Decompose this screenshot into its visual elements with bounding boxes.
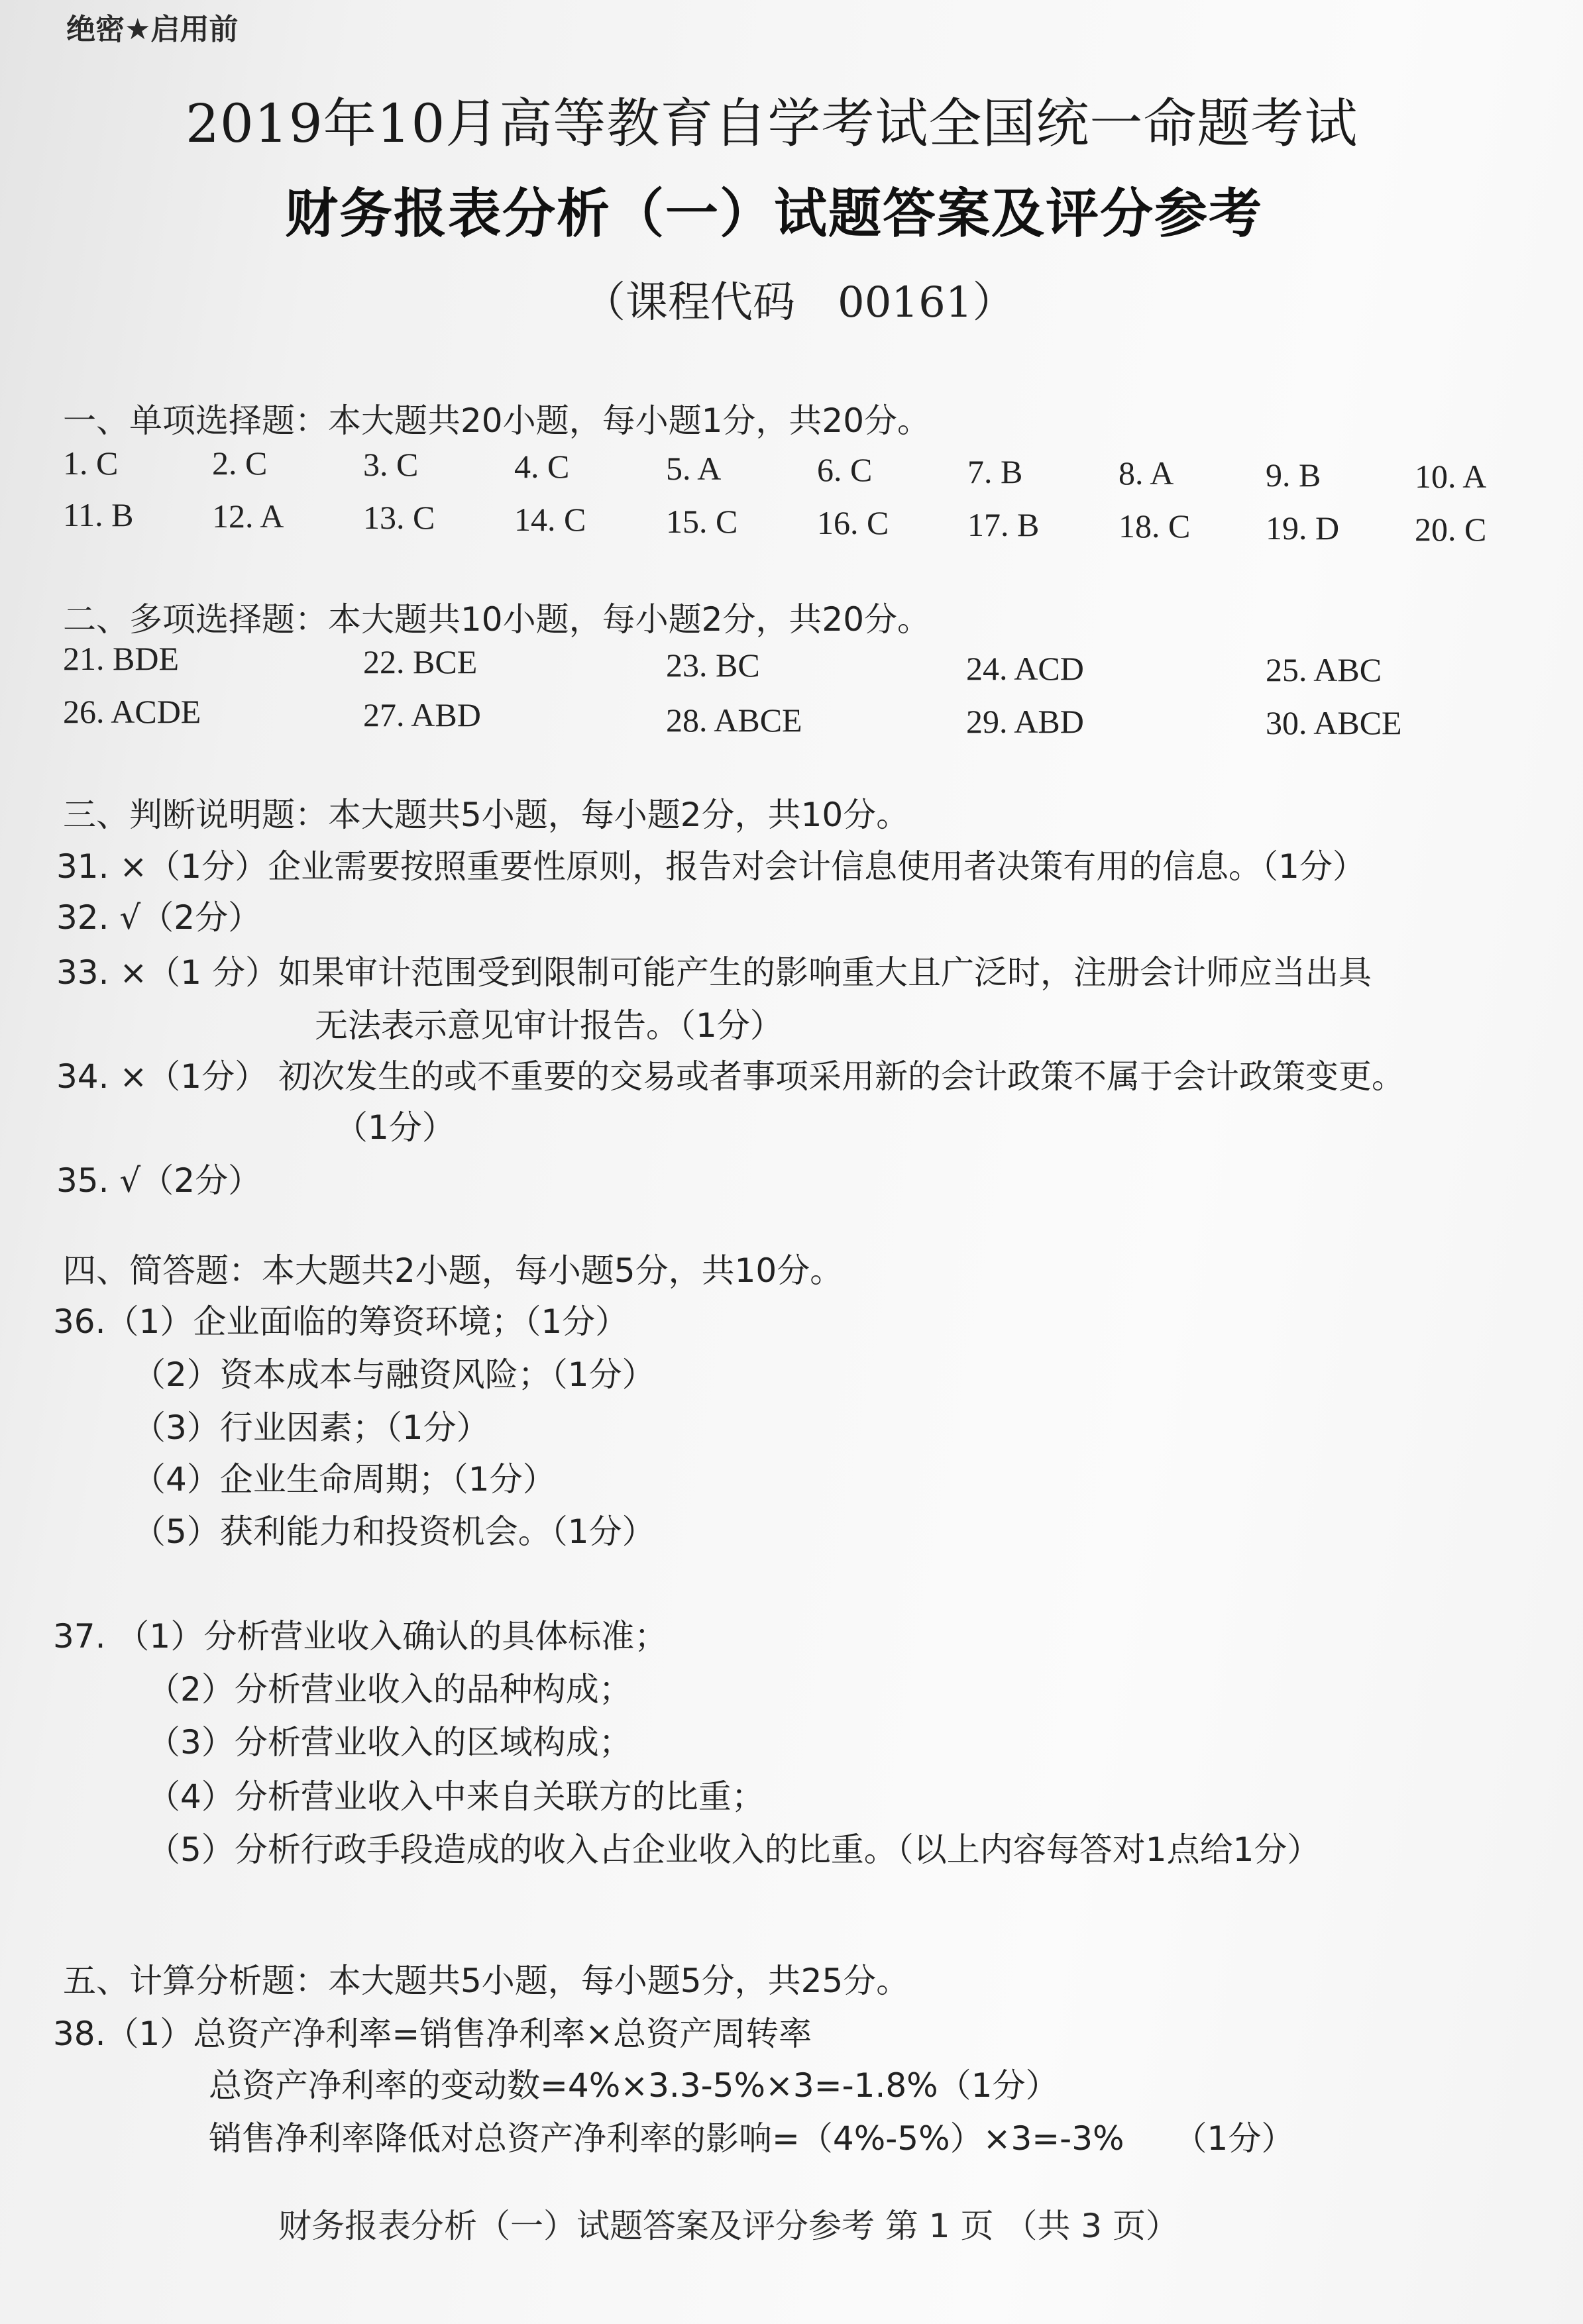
answer-item: 12. A	[212, 498, 284, 535]
answer-item: 3. C	[363, 446, 419, 483]
answer-item: 21. BDE	[63, 640, 179, 677]
answer-line: 无法表示意见审计报告。（1分）	[315, 1006, 783, 1045]
answer-line: 36.（1）企业面临的筹资环境；（1分）	[53, 1302, 629, 1341]
answer-line: 33. ×（1 分）如果审计范围受到限制可能产生的影响重大且广泛时，注册会计师应当出具	[56, 953, 1372, 992]
answer-line: 35. √（2分）	[56, 1161, 262, 1200]
answer-line: 32. √（2分）	[56, 898, 262, 937]
answer-item: 27. ABD	[363, 696, 481, 733]
answer-line: （3）分析营业收入的区域构成；	[147, 1723, 632, 1762]
answer-item: 4. C	[514, 448, 570, 485]
answer-item: 6. C	[817, 451, 873, 488]
answer-item: 20. C	[1415, 511, 1487, 548]
answer-line: 34. ×（1分） 初次发生的或不重要的交易或者事项采用新的会计政策不属于会计政策变更。	[56, 1057, 1405, 1096]
answer-item: 26. ACDE	[63, 693, 201, 730]
answer-item: 10. A	[1415, 458, 1487, 495]
answer-item: 13. C	[363, 499, 435, 536]
answer-item: 18. C	[1119, 507, 1191, 545]
answer-line: （1分）	[335, 1108, 455, 1147]
section1-heading: 一、单项选择题：本大题共20小题，每小题1分，共20分。	[63, 401, 931, 440]
answer-line: （2）分析营业收入的品种构成；	[147, 1670, 632, 1709]
exam-title: 2019年10月高等教育自学考试全国统一命题考试	[186, 93, 1358, 154]
answer-item: 1. C	[63, 445, 119, 482]
section2-heading: 二、多项选择题：本大题共10小题，每小题2分，共20分。	[63, 600, 931, 639]
answer-line: （4）分析营业收入中来自关联方的比重；	[147, 1777, 765, 1816]
answer-line: （4）企业生命周期；（1分）	[133, 1460, 556, 1499]
answer-item: 19. D	[1266, 509, 1340, 547]
section5-heading: 五、计算分析题：本大题共5小题，每小题5分，共25分。	[63, 1962, 910, 2000]
section3-heading: 三、判断说明题：本大题共5小题，每小题2分，共10分。	[63, 796, 910, 834]
answer-item: 2. C	[212, 445, 268, 482]
answer-item: 8. A	[1119, 454, 1174, 492]
answer-item: 11. B	[63, 496, 134, 533]
answer-item: 17. B	[967, 506, 1040, 543]
answer-item: 22. BCE	[363, 643, 478, 680]
section4-heading: 四、简答题：本大题共2小题，每小题5分，共10分。	[63, 1251, 844, 1290]
confidential-mark: 绝密★启用前	[66, 13, 239, 46]
answer-item: 23. BC	[666, 647, 760, 684]
answer-line: 31. ×（1分）企业需要按照重要性原则，报告对会计信息使用者决策有用的信息。（1分）	[56, 847, 1366, 886]
paper-title: 财务报表分析（一）试题答案及评分参考	[285, 183, 1263, 244]
answer-item: 25. ABC	[1266, 651, 1382, 688]
answer-item: 28. ABCE	[666, 702, 802, 739]
answer-line: 37. （1）分析营业收入确认的具体标准；	[53, 1617, 668, 1656]
answer-item: 30. ABCE	[1266, 704, 1402, 741]
answer-item: 15. C	[666, 503, 738, 540]
answer-line: 总资产净利率的变动数=4%×3.3-5%×3=-1.8%（1分）	[209, 2066, 1059, 2105]
answer-item: 9. B	[1266, 456, 1321, 494]
answer-item: 16. C	[817, 504, 889, 541]
page-footer: 财务报表分析（一）试题答案及评分参考 第 1 页 （共 3 页）	[278, 2207, 1179, 2245]
answer-item: 24. ACD	[966, 650, 1084, 687]
answer-item: 29. ABD	[966, 703, 1084, 740]
course-code: （课程代码 00161）	[583, 278, 1015, 327]
answer-item: 14. C	[514, 501, 586, 538]
answer-line: （5）分析行政手段造成的收入占企业收入的比重。（以上内容每答对1点给1分）	[147, 1830, 1321, 1869]
answer-line: （3）行业因素；（1分）	[133, 1408, 490, 1447]
answer-line: （5）获利能力和投资机会。（1分）	[133, 1512, 655, 1551]
answer-line: （2）资本成本与融资风险；（1分）	[133, 1355, 655, 1394]
answer-item: 7. B	[967, 453, 1023, 490]
answer-line: 38.（1）总资产净利率=销售净利率×总资产周转率	[53, 2015, 812, 2053]
answer-item: 5. A	[666, 450, 722, 487]
answer-line: 销售净利率降低对总资产净利率的影响=（4%-5%）×3=-3% （1分）	[209, 2119, 1295, 2158]
